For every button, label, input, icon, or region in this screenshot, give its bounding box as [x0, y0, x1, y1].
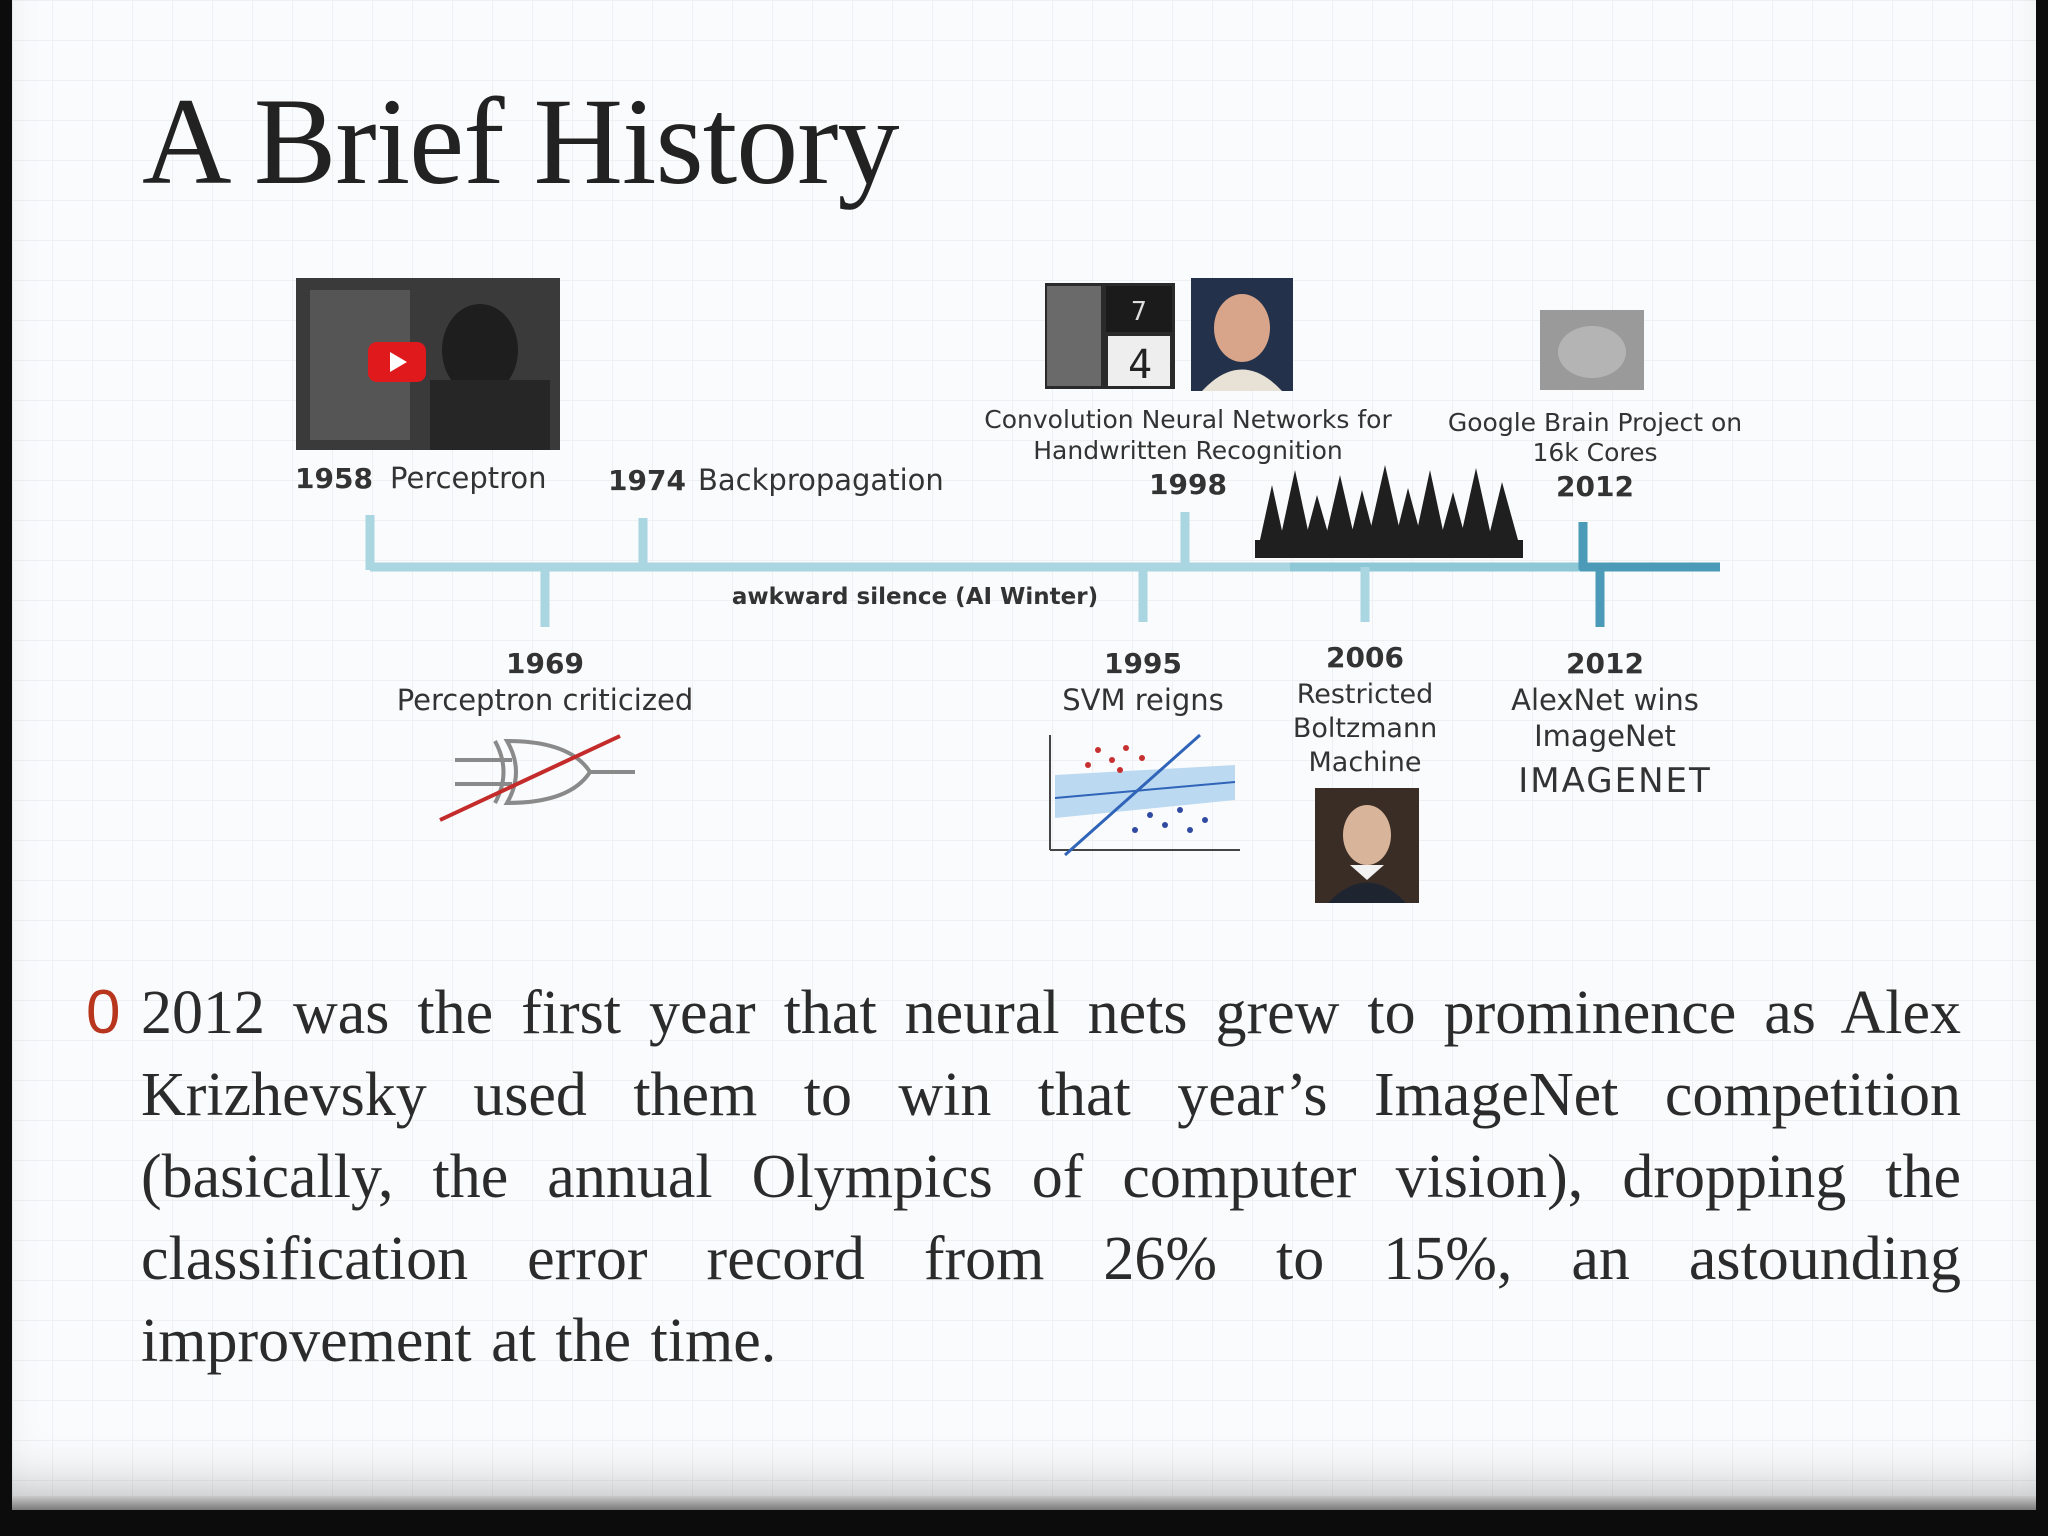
event-1958-year: 1958	[295, 462, 373, 495]
bullet-marker: 0	[86, 978, 121, 1047]
event-1995-year: 1995	[1104, 647, 1182, 680]
ai-winter-label: awkward silence (AI Winter)	[731, 584, 1099, 610]
event-1995-label: SVM reigns	[1062, 683, 1224, 717]
event-2012-top-label-line2: 16k Cores	[1532, 438, 1658, 467]
event-1958-label: Perceptron	[390, 461, 547, 495]
event-1974-label: Backpropagation	[698, 463, 944, 497]
boltzmann-portrait-icon	[1315, 788, 1419, 903]
bullet-text: 2012 was the first year that neural nets grew to prominence as Alex Krizhevsky used them to win that year’s ImageNet competition (basically, the annual Olympics of computer vision), dropping the classification error record from 26% to 15%, an astounding improvement at the time.	[141, 979, 1961, 1375]
event-2012-top-label-line1: Google Brain Project on	[1447, 408, 1743, 437]
event-1969-label: Perceptron criticized	[396, 683, 694, 717]
event-1998-label-line1: Convolution Neural Networks for	[984, 405, 1392, 434]
svg-text:7: 7	[1131, 297, 1147, 327]
slide-title: A Brief History	[142, 73, 899, 210]
event-2006-label-line2: Boltzmann	[1292, 713, 1438, 744]
event-2012-bottom-label-line1: AlexNet wins	[1511, 683, 1699, 717]
history-timeline	[250, 270, 1750, 910]
event-1969-year: 1969	[506, 647, 584, 680]
svm-plot-icon	[1050, 735, 1240, 855]
event-1974-year: 1974	[608, 464, 686, 497]
forest-icon	[1255, 465, 1523, 558]
portrait-icon	[1191, 278, 1293, 391]
video-play-icon[interactable]	[296, 278, 560, 450]
event-1998-label-line2: Handwritten Recognition	[1033, 436, 1343, 465]
event-2006-year: 2006	[1326, 641, 1404, 674]
event-2006-label-line1: Restricted	[1296, 679, 1434, 710]
event-1998-year: 1998	[1149, 468, 1227, 501]
svg-text:4: 4	[1127, 342, 1153, 388]
xor-gate-icon	[440, 736, 635, 820]
event-2012-top-year: 2012	[1556, 470, 1634, 503]
bullet-point	[86, 972, 1961, 1382]
event-2012-bottom-label-line2: ImageNet	[1534, 719, 1676, 753]
mnist-digits-icon	[1045, 283, 1175, 389]
event-2012-bottom-year: 2012	[1566, 647, 1644, 680]
cat-neuron-icon	[1540, 310, 1644, 390]
event-2006-label-line3: Machine	[1308, 747, 1422, 778]
slide-bottom-edge	[12, 1496, 2036, 1510]
imagenet-logo: IMAGENET	[1518, 761, 1712, 801]
